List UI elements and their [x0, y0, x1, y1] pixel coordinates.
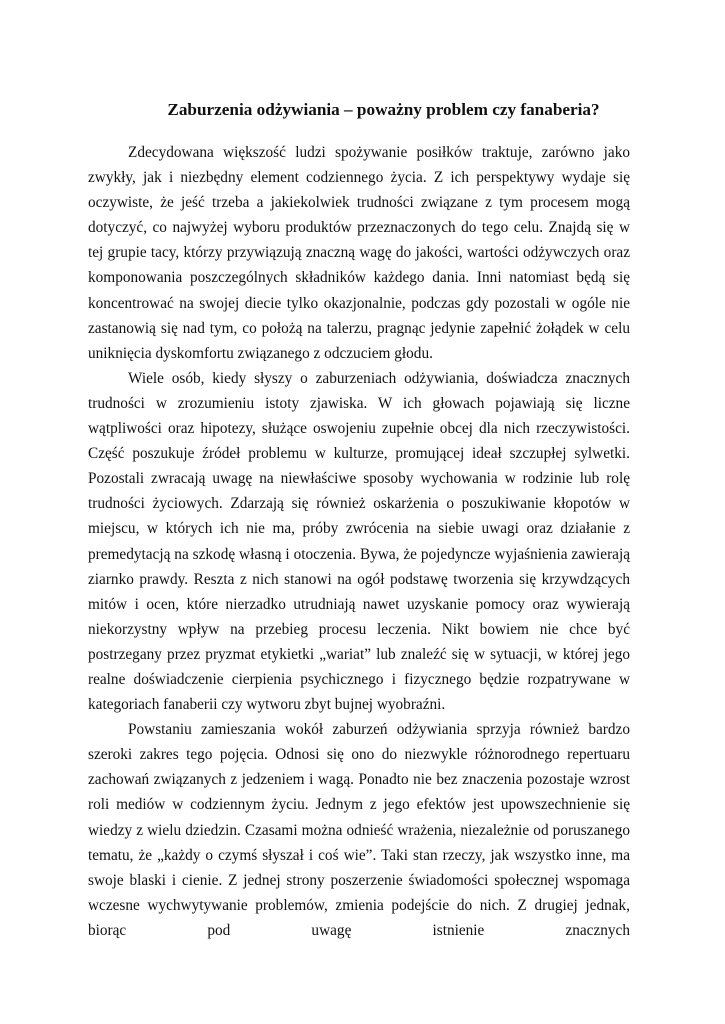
- document-body: [88, 140, 630, 943]
- paragraph-2: Wiele osób, kiedy słyszy o zaburzeniach odżywiania, doświadcza znacznych trudności w zrozumieniu istoty zjawiska. W ich głowach pojawiają się liczne wątpliwości oraz hipotezy, służące oswojeniu zupełnie obcej dla nich rzeczywistości. Część poszukuje źródeł problemu w kulturze, promującej ideał szczupłej sylwetki. Pozostali zwracają uwagę na niewłaściwe sposoby wychowania w rodzinie lub rolę trudności życiowych. Zdarzają się również oskarżenia o poszukiwanie kłopotów w miejscu, w których ich nie ma, próby zwrócenia na siebie uwagi oraz działanie z premedytacją na szkodę własną i otoczenia. Bywa, że pojedyncze wyjaśnienia zawierają ziarnko prawdy. Reszta z nich stanowi na ogół podstawę tworzenia się krzywdzących mitów i ocen, które nierzadko utrudniają nawet uzyskanie pomocy oraz wywierają niekorzystny wpływ na przebieg procesu leczenia. Nikt bowiem nie chce być postrzegany przez pryzmat etykietki „wariat” lub znaleźć się w sytuacji, w której jego realne doświadczenie cierpienia psychicznego i fizycznego będzie rozpatrywane w kategoriach fanaberii czy wytworu zbyt bujnej wyobraźni.: [88, 369, 630, 714]
- paragraph-1: Zdecydowana większość ludzi spożywanie posiłków traktuje, zarówno jako zwykły, jak i niezbędny element codziennego życia. Z ich perspektywy wydaje się oczywiste, że jeść trzeba a jakiekolwiek trudności związane z tym procesem mogą dotyczyć, co najwyżej wyboru produktów przeznaczonych do tego celu. Znajdą się w tej grupie tacy, którzy przywiązują znaczną wagę do jakości, wartości odżywczych oraz komponowania poszczególnych składników każdego dania. Inni natomiast będą się koncentrować na swojej diecie tylko okazjonalnie, podczas gdy pozostali w ogóle nie zastanowią się nad tym, co położą na talerzu, pragnąc jedynie zapełnić żołądek w celu uniknięcia dyskomfortu związanego z odczuciem głodu.: [88, 144, 630, 362]
- page-title: Zaburzenia odżywiania – poważny problem czy fanaberia?: [167, 99, 600, 119]
- paragraph-3: Powstaniu zamieszania wokół zaburzeń odżywiania sprzyja również bardzo szeroki zakres tego pojęcia. Odnosi się ono do niezwykle różnorodnego repertuaru zachowań związanych z jedzeniem i wagą. Ponadto nie bez znaczenia pozostaje wzrost roli mediów w codziennym życiu. Jednym z jego efektów jest upowszechnienie się wiedzy z wielu dziedzin. Czasami można odnieść wrażenia, niezależnie od poruszanego tematu, że „każdy o czymś słyszał i coś wie”. Taki stan rzeczy, jak wszystko inne, ma swoje blaski i cienie. Z jednej strony poszerzenie świadomości społecznej wspomaga wczesne wychwytywanie problemów, zmienia podejście do nich. Z drugiej jednak, biorąc pod uwagę istnienie znacznych: [88, 721, 630, 939]
